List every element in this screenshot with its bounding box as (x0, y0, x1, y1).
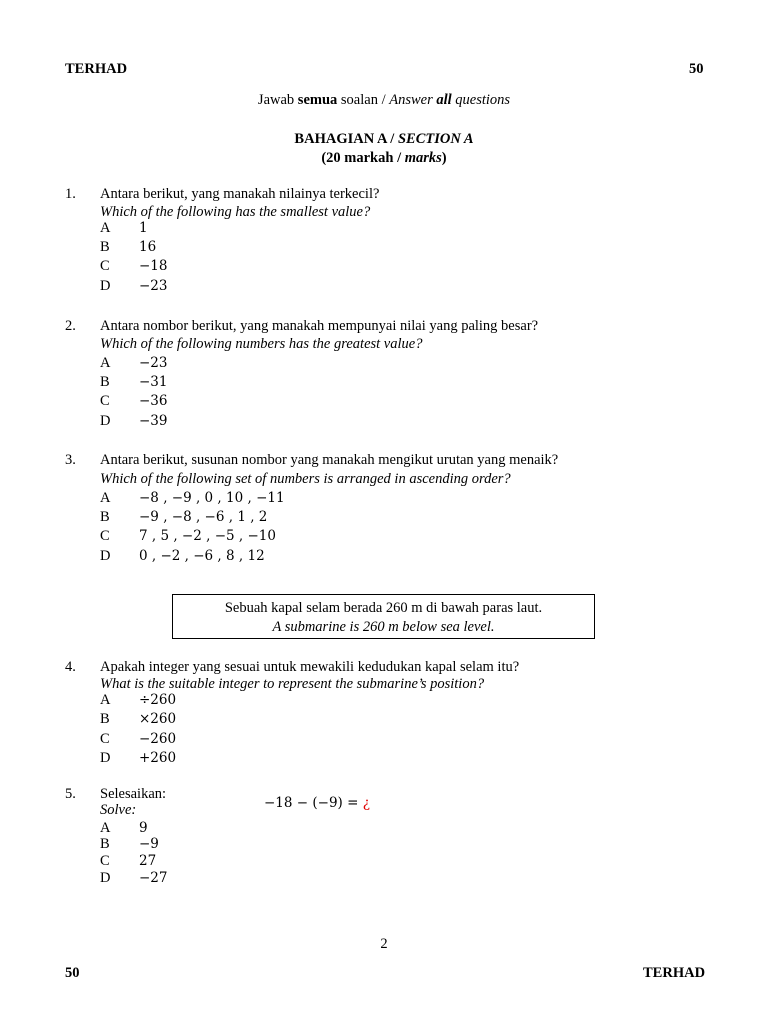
footer-classification: TERHAD (643, 965, 706, 981)
section-marks-close: ) (441, 150, 447, 166)
option-d[interactable]: 0 , −2 , −6 , 8 , 12 (139, 548, 265, 564)
question-number: 5. (65, 786, 76, 802)
context-text-ms: Sebuah kapal selam berada 260 m di bawah paras laut. (224, 600, 543, 616)
question-number: 3. (65, 452, 76, 468)
instruction-en-pre: Answer (389, 92, 437, 108)
question-text-en: Which of the following numbers has the greatest value? (100, 336, 423, 352)
option-letter-b: B (100, 239, 110, 255)
question-text-en: Which of the following set of numbers is arranged in ascending order? (100, 471, 511, 487)
option-letter-c: C (100, 853, 110, 869)
option-d[interactable]: −27 (139, 870, 168, 886)
header-classification: TERHAD (65, 61, 128, 77)
instruction-ms-post: soalan / (337, 92, 390, 108)
question-number: 2. (65, 318, 76, 334)
instruction-line (0, 92, 768, 109)
header-paper-code: 50 (689, 61, 704, 77)
instruction-ms-bold: semua (297, 92, 338, 108)
expression-body: −18 − (−9) = (264, 795, 363, 811)
instruction-en-post: questions (451, 92, 511, 108)
option-d[interactable]: +260 (139, 750, 177, 766)
instruction-ms-pre: Jawab (257, 92, 298, 108)
option-b[interactable]: ×260 (139, 711, 177, 727)
option-letter-a: A (100, 220, 111, 236)
option-letter-a: A (100, 355, 111, 371)
option-letter-d: D (100, 870, 111, 886)
expression (264, 795, 370, 811)
section-marks-ms: (20 markah / (321, 150, 405, 166)
option-letter-c: C (100, 393, 110, 409)
option-b[interactable]: −31 (139, 374, 168, 390)
option-letter-b: B (100, 711, 110, 727)
section-marks (0, 150, 768, 167)
option-d[interactable]: −23 (139, 278, 168, 294)
option-letter-d: D (100, 548, 111, 564)
question-text-en: What is the suitable integer to represent the submarine’s position? (100, 676, 485, 692)
section-heading (0, 131, 768, 148)
option-letter-c: C (100, 731, 110, 747)
question-number: 4. (65, 659, 76, 675)
section-heading-ms: BAHAGIAN A / (294, 131, 398, 147)
question-text-en: Solve: (100, 802, 137, 818)
option-letter-a: A (100, 490, 111, 506)
option-b[interactable]: −9 , −8 , −6 , 1 , 2 (139, 509, 268, 525)
footer-paper-code: 50 (65, 965, 80, 981)
option-letter-b: B (100, 374, 110, 390)
option-b[interactable]: 16 (139, 239, 157, 255)
question-text-ms: Antara berikut, susunan nombor yang manakah mengikut urutan yang menaik? (100, 452, 559, 468)
question-text-ms: Antara nombor berikut, yang manakah mempunyai nilai yang paling besar? (100, 318, 539, 334)
instruction-en-bold: all (436, 92, 452, 108)
context-text-en: A submarine is 260 m below sea level. (272, 619, 495, 635)
option-a[interactable]: ÷260 (139, 692, 177, 708)
option-c[interactable]: 27 (139, 853, 157, 869)
option-d[interactable]: −39 (139, 413, 168, 429)
option-a[interactable]: −8 , −9 , 0 , 10 , −11 (139, 490, 285, 506)
option-letter-c: C (100, 258, 110, 274)
context-box (172, 594, 595, 639)
option-c[interactable]: −18 (139, 258, 168, 274)
question-text-ms: Selesaikan: (100, 786, 167, 802)
option-letter-d: D (100, 413, 111, 429)
option-letter-b: B (100, 509, 110, 525)
option-c[interactable]: −260 (139, 731, 177, 747)
section-heading-en: SECTION A (397, 131, 474, 147)
option-letter-a: A (100, 692, 111, 708)
page-number: 2 (380, 936, 388, 952)
section-marks-en: marks (404, 150, 442, 166)
option-letter-d: D (100, 278, 111, 294)
expression-end: ¿ (362, 795, 370, 811)
question-text-en: Which of the following has the smallest value? (100, 204, 371, 220)
option-a[interactable]: 9 (139, 820, 148, 836)
question-text-ms: Antara berikut, yang manakah nilainya terkecil? (100, 186, 380, 202)
option-letter-b: B (100, 836, 110, 852)
option-b[interactable]: −9 (139, 836, 159, 852)
option-a[interactable]: −23 (139, 355, 168, 371)
option-letter-d: D (100, 750, 111, 766)
option-c[interactable]: 7 , 5 , −2 , −5 , −10 (139, 528, 276, 544)
question-number: 1. (65, 186, 76, 202)
question-text-ms: Apakah integer yang sesuai untuk mewakili kedudukan kapal selam itu? (100, 659, 520, 675)
option-a[interactable]: 1 (139, 220, 148, 236)
option-c[interactable]: −36 (139, 393, 168, 409)
option-letter-c: C (100, 528, 110, 544)
option-letter-a: A (100, 820, 111, 836)
